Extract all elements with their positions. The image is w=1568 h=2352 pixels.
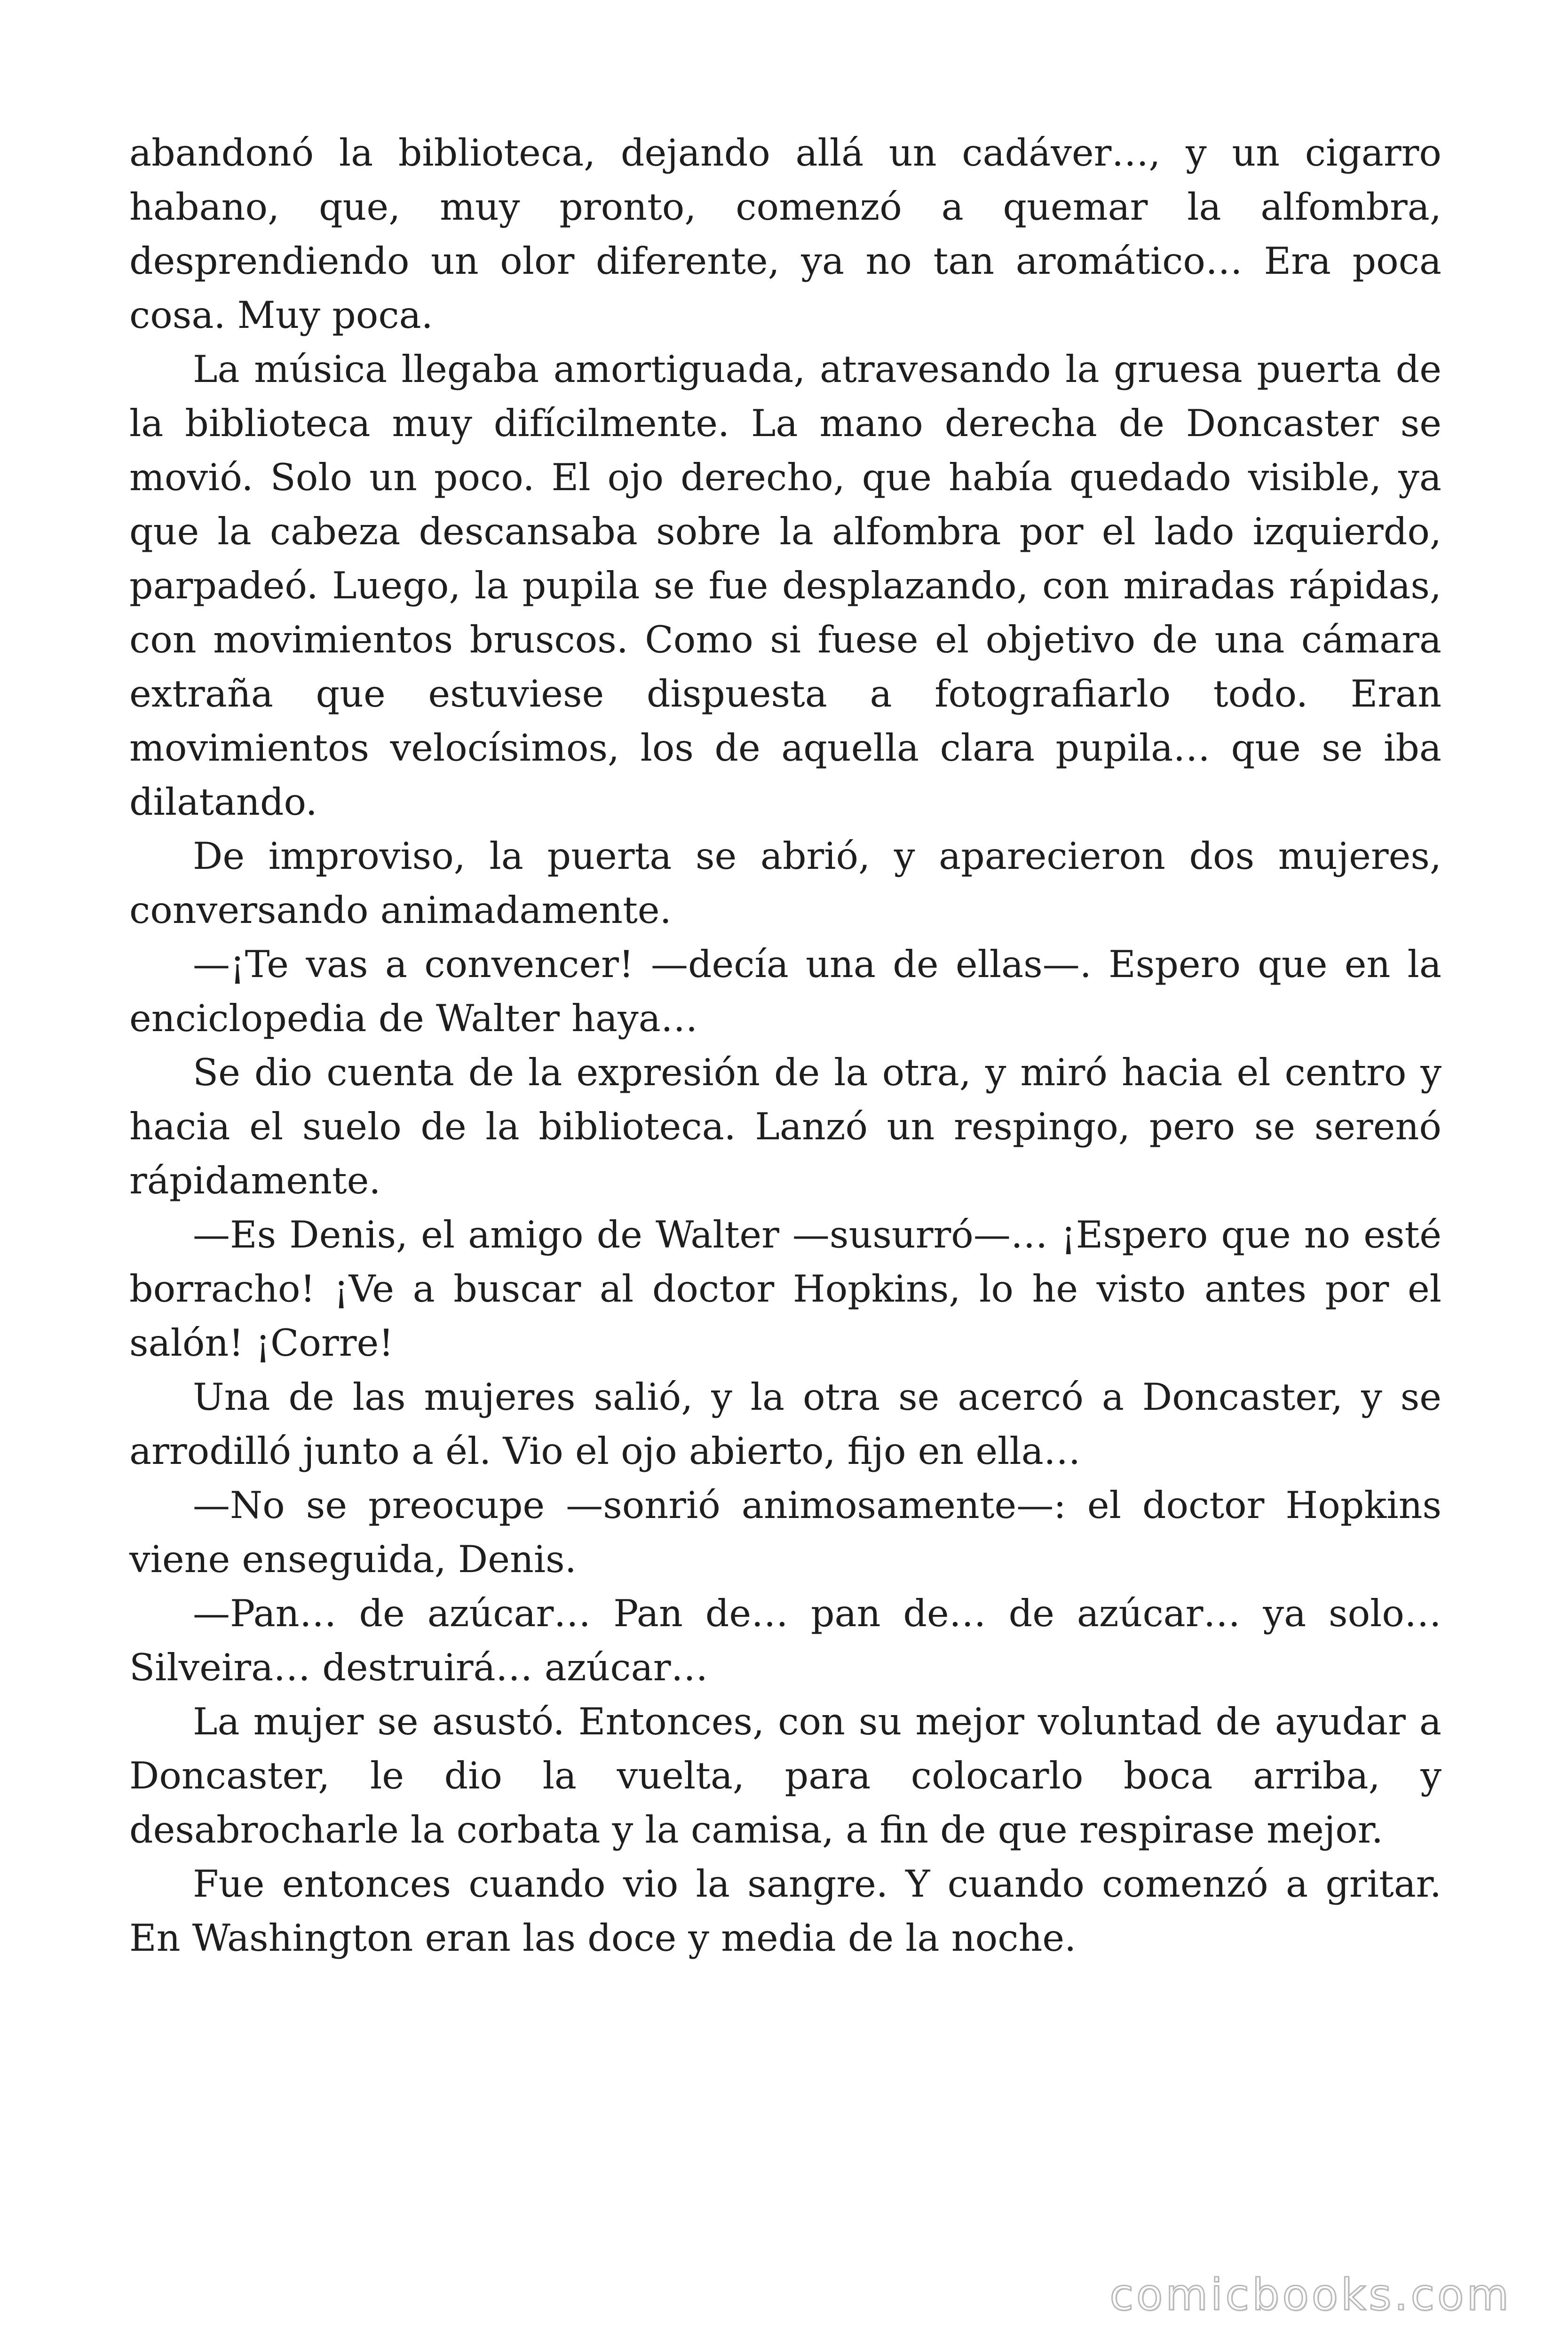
paragraph-11: Fue entonces cuando vio la sangre. Y cuando comenzó a gritar. En Washington eran las doce y media de la noche. xyxy=(129,1862,1441,1960)
paragraph-5: Se dio cuenta de la expresión de la otra, y miró hacia el centro y hacia el suelo de la biblioteca. Lanzó un respingo, pero se serenó rápidamente. xyxy=(129,1051,1441,1202)
paragraph-3: De improviso, la puerta se abrió, y aparecieron dos mujeres, conversando animadamente. xyxy=(129,834,1441,932)
paragraph-4: —¡Te vas a convencer! —decía una de ellas—. Espero que en la enciclopedia de Walter haya… xyxy=(129,943,1441,1040)
paragraph-2: La música llegaba amortiguada, atravesando la gruesa puerta de la biblioteca muy difícilmente. La mano derecha de Doncaster se movió. Solo un poco. El ojo derecho, que había quedado visible, ya que la cabeza descansaba sobre la alfombra por el lado izquierdo, parpadeó. Luego, la pupila se fue desplazando, con miradas rápidas, con movimientos bruscos. Como si fuese el objetivo de una cámara extraña que estuviese dispuesta a fotografiarlo todo. Eran movimientos velocísimos, los de aquella clara pupila… que se iba dilatando. xyxy=(129,348,1441,824)
paragraph-6: —Es Denis, el amigo de Walter —susurró—… ¡Espero que no esté borracho! ¡Ve a buscar al doctor Hopkins, lo he visto antes por el salón! ¡Corre! xyxy=(129,1213,1441,1365)
watermark-logo: comicbooks.com xyxy=(1109,2270,1512,2320)
paragraph-9: —Pan… de azúcar… Pan de… pan de… de azúcar… ya solo… Silveira… destruirá… azúcar… xyxy=(129,1592,1441,1689)
paragraph-10: La mujer se asustó. Entonces, con su mejor voluntad de ayudar a Doncaster, le dio la vuelta, para colocarlo boca arriba, y desabrocharle la corbata y la camisa, a fin de que respirase mejor. xyxy=(129,1700,1441,1851)
paragraph-7: Una de las mujeres salió, y la otra se acercó a Doncaster, y se arrodilló junto a él. Vio el ojo abierto, fijo en ella… xyxy=(129,1375,1441,1473)
paragraph-1: abandonó la biblioteca, dejando allá un cadáver…, y un cigarro habano, que, muy pronto, comenzó a quemar la alfombra, desprendiendo un olor diferente, ya no tan aromático… Era poca cosa. Muy poca. xyxy=(129,131,1441,337)
paragraph-8: —No se preocupe —sonrió animosamente—: el doctor Hopkins viene enseguida, Denis. xyxy=(129,1484,1441,1581)
book-page-text xyxy=(129,126,1441,1965)
